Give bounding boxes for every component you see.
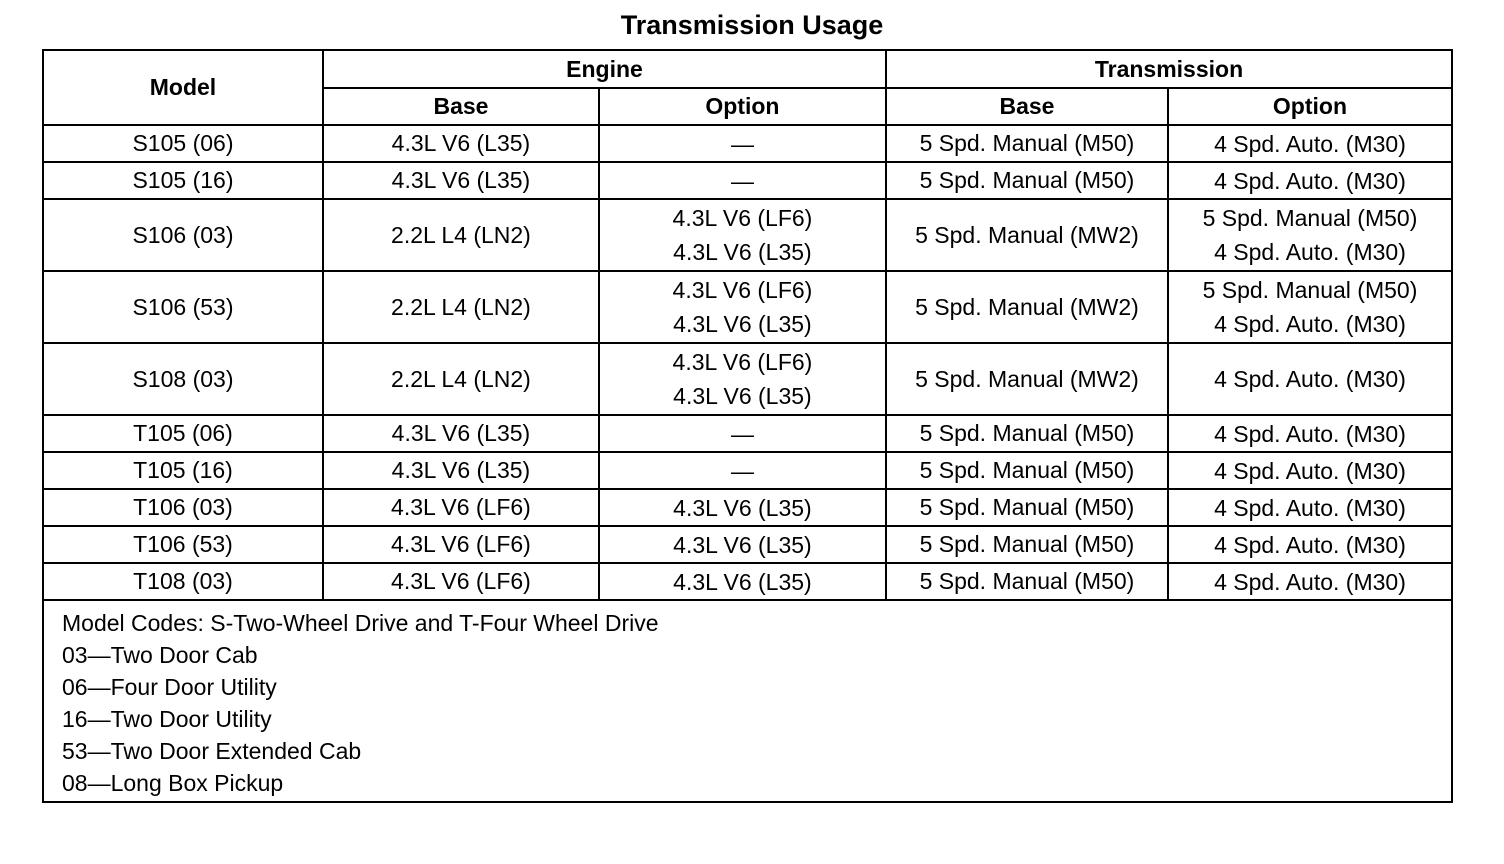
header-transmission: Transmission: [886, 50, 1452, 88]
cell-engine-base: 4.3L V6 (L35): [323, 125, 599, 162]
cell-trans-base: 5 Spd. Manual (M50): [886, 415, 1168, 452]
cell-trans-option-line: 4 Spd. Auto. (M30): [1214, 457, 1406, 484]
header-engine: Engine: [323, 50, 886, 88]
cell-engine-option: [599, 415, 886, 452]
cell-trans-option-line: 4 Spd. Auto. (M30): [1214, 531, 1406, 558]
cell-engine-option-line: 4.3L V6 (L35): [673, 311, 812, 337]
cell-trans-option: [1168, 415, 1452, 452]
cell-engine-base: 4.3L V6 (LF6): [323, 563, 599, 600]
cell-engine-base: 4.3L V6 (L35): [323, 415, 599, 452]
cell-trans-option: [1168, 452, 1452, 489]
cell-trans-option: [1168, 489, 1452, 526]
cell-trans-option: [1168, 343, 1452, 415]
cell-model: S105 (16): [43, 162, 323, 199]
cell-engine-base: 4.3L V6 (LF6): [323, 489, 599, 526]
table-row: [43, 162, 1452, 199]
cell-model: S105 (06): [43, 125, 323, 162]
cell-trans-option-line: 5 Spd. Manual (M50): [1202, 205, 1418, 231]
table-row: [43, 271, 1452, 343]
cell-engine-option-line: 4.3L V6 (LF6): [672, 349, 813, 375]
cell-trans-option: [1168, 271, 1452, 343]
cell-model: T105 (16): [43, 452, 323, 489]
note-code-definition: 08—Long Box Pickup: [62, 770, 284, 796]
note-code-definition: 16—Two Door Utility: [62, 706, 272, 732]
cell-model: S106 (03): [43, 199, 323, 271]
cell-trans-option: [1168, 162, 1452, 199]
header-engine-option: Option: [599, 88, 886, 125]
cell-trans-option-line: 4 Spd. Auto. (M30): [1214, 130, 1406, 157]
cell-trans-option: [1168, 125, 1452, 162]
cell-engine-option: [599, 526, 886, 563]
cell-trans-base: 5 Spd. Manual (M50): [886, 489, 1168, 526]
cell-trans-base: 5 Spd. Manual (M50): [886, 452, 1168, 489]
cell-trans-option-line: 4 Spd. Auto. (M30): [1214, 239, 1406, 265]
page-title: Transmission Usage: [620, 10, 884, 40]
cell-trans-option-line: 4 Spd. Auto. (M30): [1214, 494, 1406, 521]
cell-engine-option: [599, 271, 886, 343]
cell-trans-option-line: 4 Spd. Auto. (M30): [1214, 366, 1406, 392]
table-row: [43, 125, 1452, 162]
table-row: [43, 563, 1452, 600]
table-row: [43, 415, 1452, 452]
cell-trans-option-line: 4 Spd. Auto. (M30): [1214, 568, 1406, 595]
cell-trans-option: [1168, 199, 1452, 271]
cell-trans-base: 5 Spd. Manual (M50): [886, 162, 1168, 199]
cell-trans-base: 5 Spd. Manual (MW2): [886, 343, 1168, 415]
cell-model: S106 (53): [43, 271, 323, 343]
table-row: [43, 489, 1452, 526]
note-code-definition: 53—Two Door Extended Cab: [62, 738, 362, 764]
cell-trans-option: [1168, 563, 1452, 600]
table-row: [43, 343, 1452, 415]
cell-engine-base: 2.2L L4 (LN2): [323, 271, 599, 343]
cell-engine-option: [599, 199, 886, 271]
table-row: [43, 452, 1452, 489]
cell-engine-option-line: —: [730, 130, 754, 157]
cell-engine-option: [599, 125, 886, 162]
cell-trans-base: 5 Spd. Manual (M50): [886, 563, 1168, 600]
cell-trans-base: 5 Spd. Manual (MW2): [886, 271, 1168, 343]
cell-model: T105 (06): [43, 415, 323, 452]
header-model: Model: [43, 50, 323, 125]
model-code-notes: [43, 600, 1452, 802]
cell-engine-option-line: —: [730, 420, 754, 447]
note-code-definition: 06—Four Door Utility: [62, 674, 277, 700]
cell-engine-option-line: 4.3L V6 (L35): [673, 568, 812, 595]
cell-engine-option-line: 4.3L V6 (L35): [673, 494, 812, 521]
cell-trans-option-line: 4 Spd. Auto. (M30): [1214, 420, 1406, 447]
cell-engine-option-line: 4.3L V6 (LF6): [672, 205, 813, 231]
cell-engine-base: 2.2L L4 (LN2): [323, 199, 599, 271]
cell-engine-base: 4.3L V6 (L35): [323, 162, 599, 199]
cell-model: T106 (03): [43, 489, 323, 526]
table-row: [43, 526, 1452, 563]
cell-engine-base: 4.3L V6 (L35): [323, 452, 599, 489]
cell-engine-option-line: —: [730, 457, 754, 484]
note-code-definition: 03—Two Door Cab: [62, 642, 258, 668]
transmission-usage-table: [42, 49, 1453, 803]
cell-trans-option-line: 4 Spd. Auto. (M30): [1214, 167, 1406, 194]
cell-trans-base: 5 Spd. Manual (M50): [886, 526, 1168, 563]
table-row: [43, 199, 1452, 271]
cell-engine-base: 4.3L V6 (LF6): [323, 526, 599, 563]
cell-engine-option: [599, 162, 886, 199]
header-trans-option: Option: [1168, 88, 1452, 125]
cell-trans-base: 5 Spd. Manual (MW2): [886, 199, 1168, 271]
cell-model: T106 (53): [43, 526, 323, 563]
table-header: [43, 50, 1452, 125]
note-model-codes: Model Codes: S-Two-Wheel Drive and T-Four Wheel Drive: [62, 610, 659, 636]
cell-engine-base: 2.2L L4 (LN2): [323, 343, 599, 415]
cell-engine-option-line: 4.3L V6 (L35): [673, 383, 812, 409]
cell-engine-option-line: 4.3L V6 (L35): [673, 239, 812, 265]
cell-engine-option: [599, 489, 886, 526]
cell-engine-option-line: 4.3L V6 (L35): [673, 531, 812, 558]
cell-trans-option-line: 5 Spd. Manual (M50): [1202, 277, 1418, 303]
cell-model: S108 (03): [43, 343, 323, 415]
cell-trans-option: [1168, 526, 1452, 563]
cell-engine-option-line: 4.3L V6 (LF6): [672, 277, 813, 303]
cell-engine-option: [599, 343, 886, 415]
header-engine-base: Base: [323, 88, 599, 125]
cell-engine-option: [599, 452, 886, 489]
header-trans-base: Base: [886, 88, 1168, 125]
cell-trans-base: 5 Spd. Manual (M50): [886, 125, 1168, 162]
table-body: [43, 125, 1452, 600]
cell-engine-option-line: —: [730, 167, 754, 194]
cell-model: T108 (03): [43, 563, 323, 600]
cell-engine-option: [599, 563, 886, 600]
cell-trans-option-line: 4 Spd. Auto. (M30): [1214, 311, 1406, 337]
